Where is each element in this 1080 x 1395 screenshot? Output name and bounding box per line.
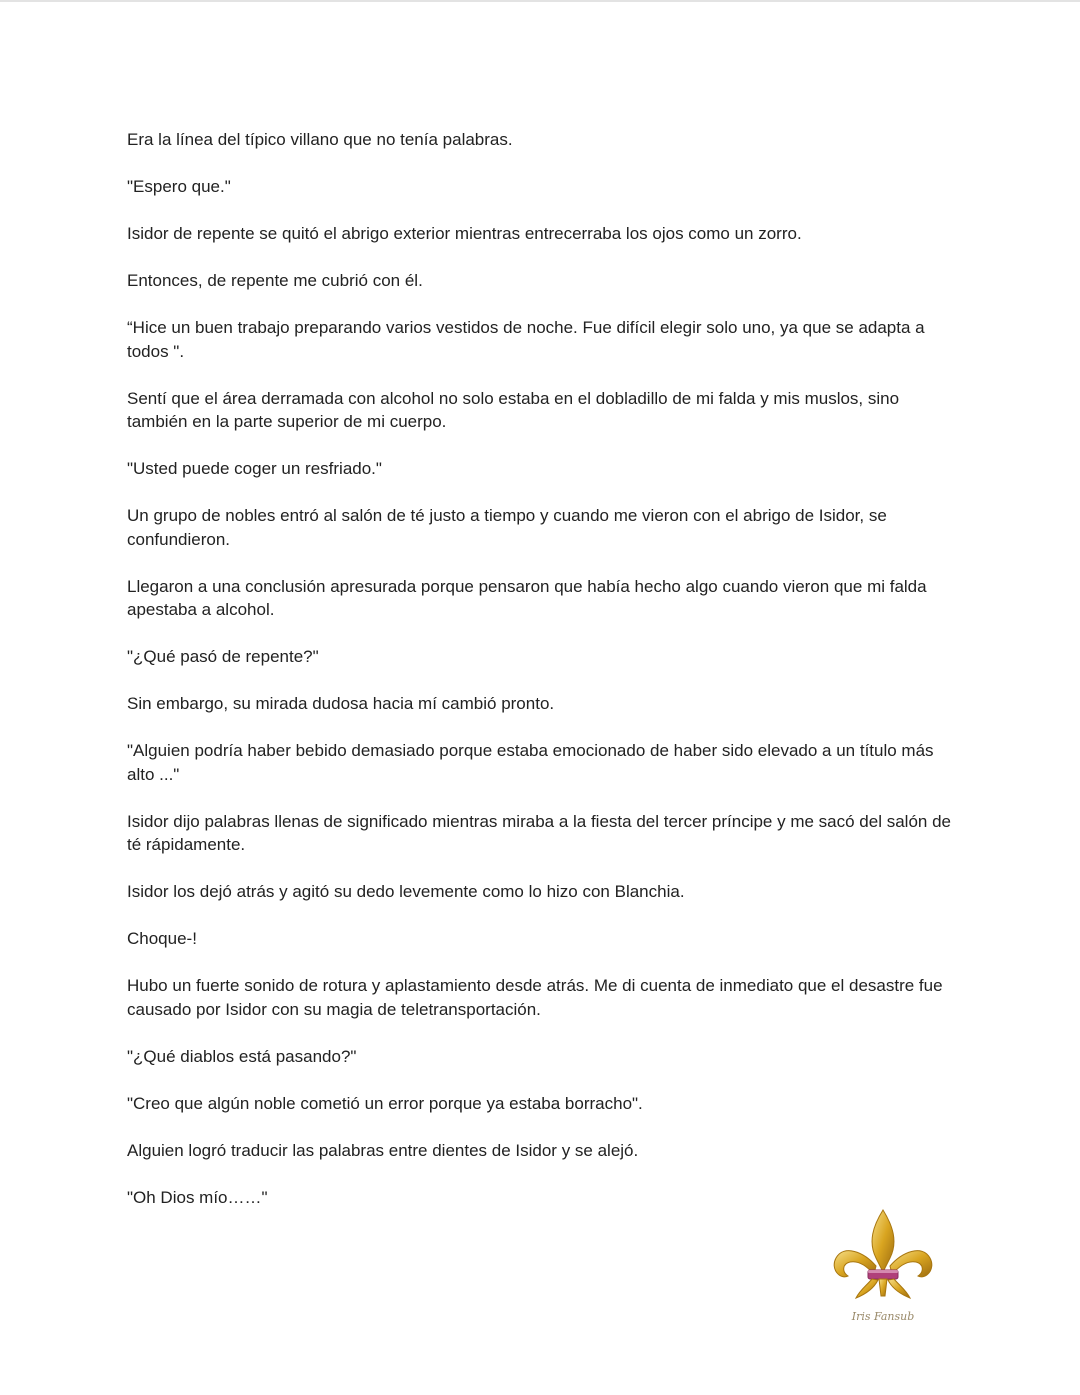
document-page: [127, 128, 957, 1233]
paragraph: Isidor dijo palabras llenas de significado mientras miraba a la fiesta del tercer príncipe y me sacó del salón de té rápidamente.: [127, 811, 951, 854]
paragraph: Choque-!: [127, 929, 197, 948]
paragraph: Entonces, de repente me cubrió con él.: [127, 271, 423, 290]
paragraph: Era la línea del típico villano que no tenía palabras.: [127, 130, 513, 149]
paragraph: "Creo que algún noble cometió un error porque ya estaba borracho".: [127, 1093, 643, 1113]
watermark-signature: Iris Fansub: [851, 1310, 915, 1323]
watermark-logo: [826, 1206, 940, 1330]
paragraph: “Hice un buen trabajo preparando varios vestidos de noche. Fue difícil elegir solo uno, ya que se adapta a todos ".: [127, 318, 925, 361]
paragraph: "Oh Dios mío……": [127, 1187, 268, 1207]
paragraph: Isidor los dejó atrás y agitó su dedo levemente como lo hizo con Blanchia.: [127, 882, 685, 901]
paragraph: "Alguien podría haber bebido demasiado porque estaba emocionado de haber sido elevado a un título más alto ...": [127, 741, 934, 784]
paragraph: "Espero que.": [127, 177, 231, 196]
fleur-de-lis-icon: [826, 1206, 940, 1330]
paragraph: Sentí que el área derramada con alcohol no solo estaba en el dobladillo de mi falda y mis muslos, sino también en la parte superior de mi cuerpo.: [127, 388, 900, 431]
paragraph: Hubo un fuerte sonido de rotura y aplastamiento desde atrás. Me di cuenta de inmediato que el desastre fue causado por Isidor con su magia de teletransportación.: [127, 976, 943, 1019]
paragraph: Alguien logró traducir las palabras entre dientes de Isidor y se alejó.: [127, 1140, 639, 1160]
top-divider: [0, 0, 1080, 2]
paragraph: "¿Qué pasó de repente?": [127, 647, 319, 666]
paragraph: Llegaron a una conclusión apresurada porque pensaron que había hecho algo cuando vieron que mi falda apestaba a alcohol.: [127, 576, 927, 619]
paragraph: "¿Qué diablos está pasando?": [127, 1046, 357, 1066]
paragraph: "Usted puede coger un resfriado.": [127, 459, 382, 478]
paragraph: Un grupo de nobles entró al salón de té justo a tiempo y cuando me vieron con el abrigo de Isidor, se confundieron.: [127, 506, 887, 549]
paragraph: Sin embargo, su mirada dudosa hacia mí cambió pronto.: [127, 694, 555, 713]
paragraph: Isidor de repente se quitó el abrigo exterior mientras entrecerraba los ojos como un zorro.: [127, 224, 802, 243]
